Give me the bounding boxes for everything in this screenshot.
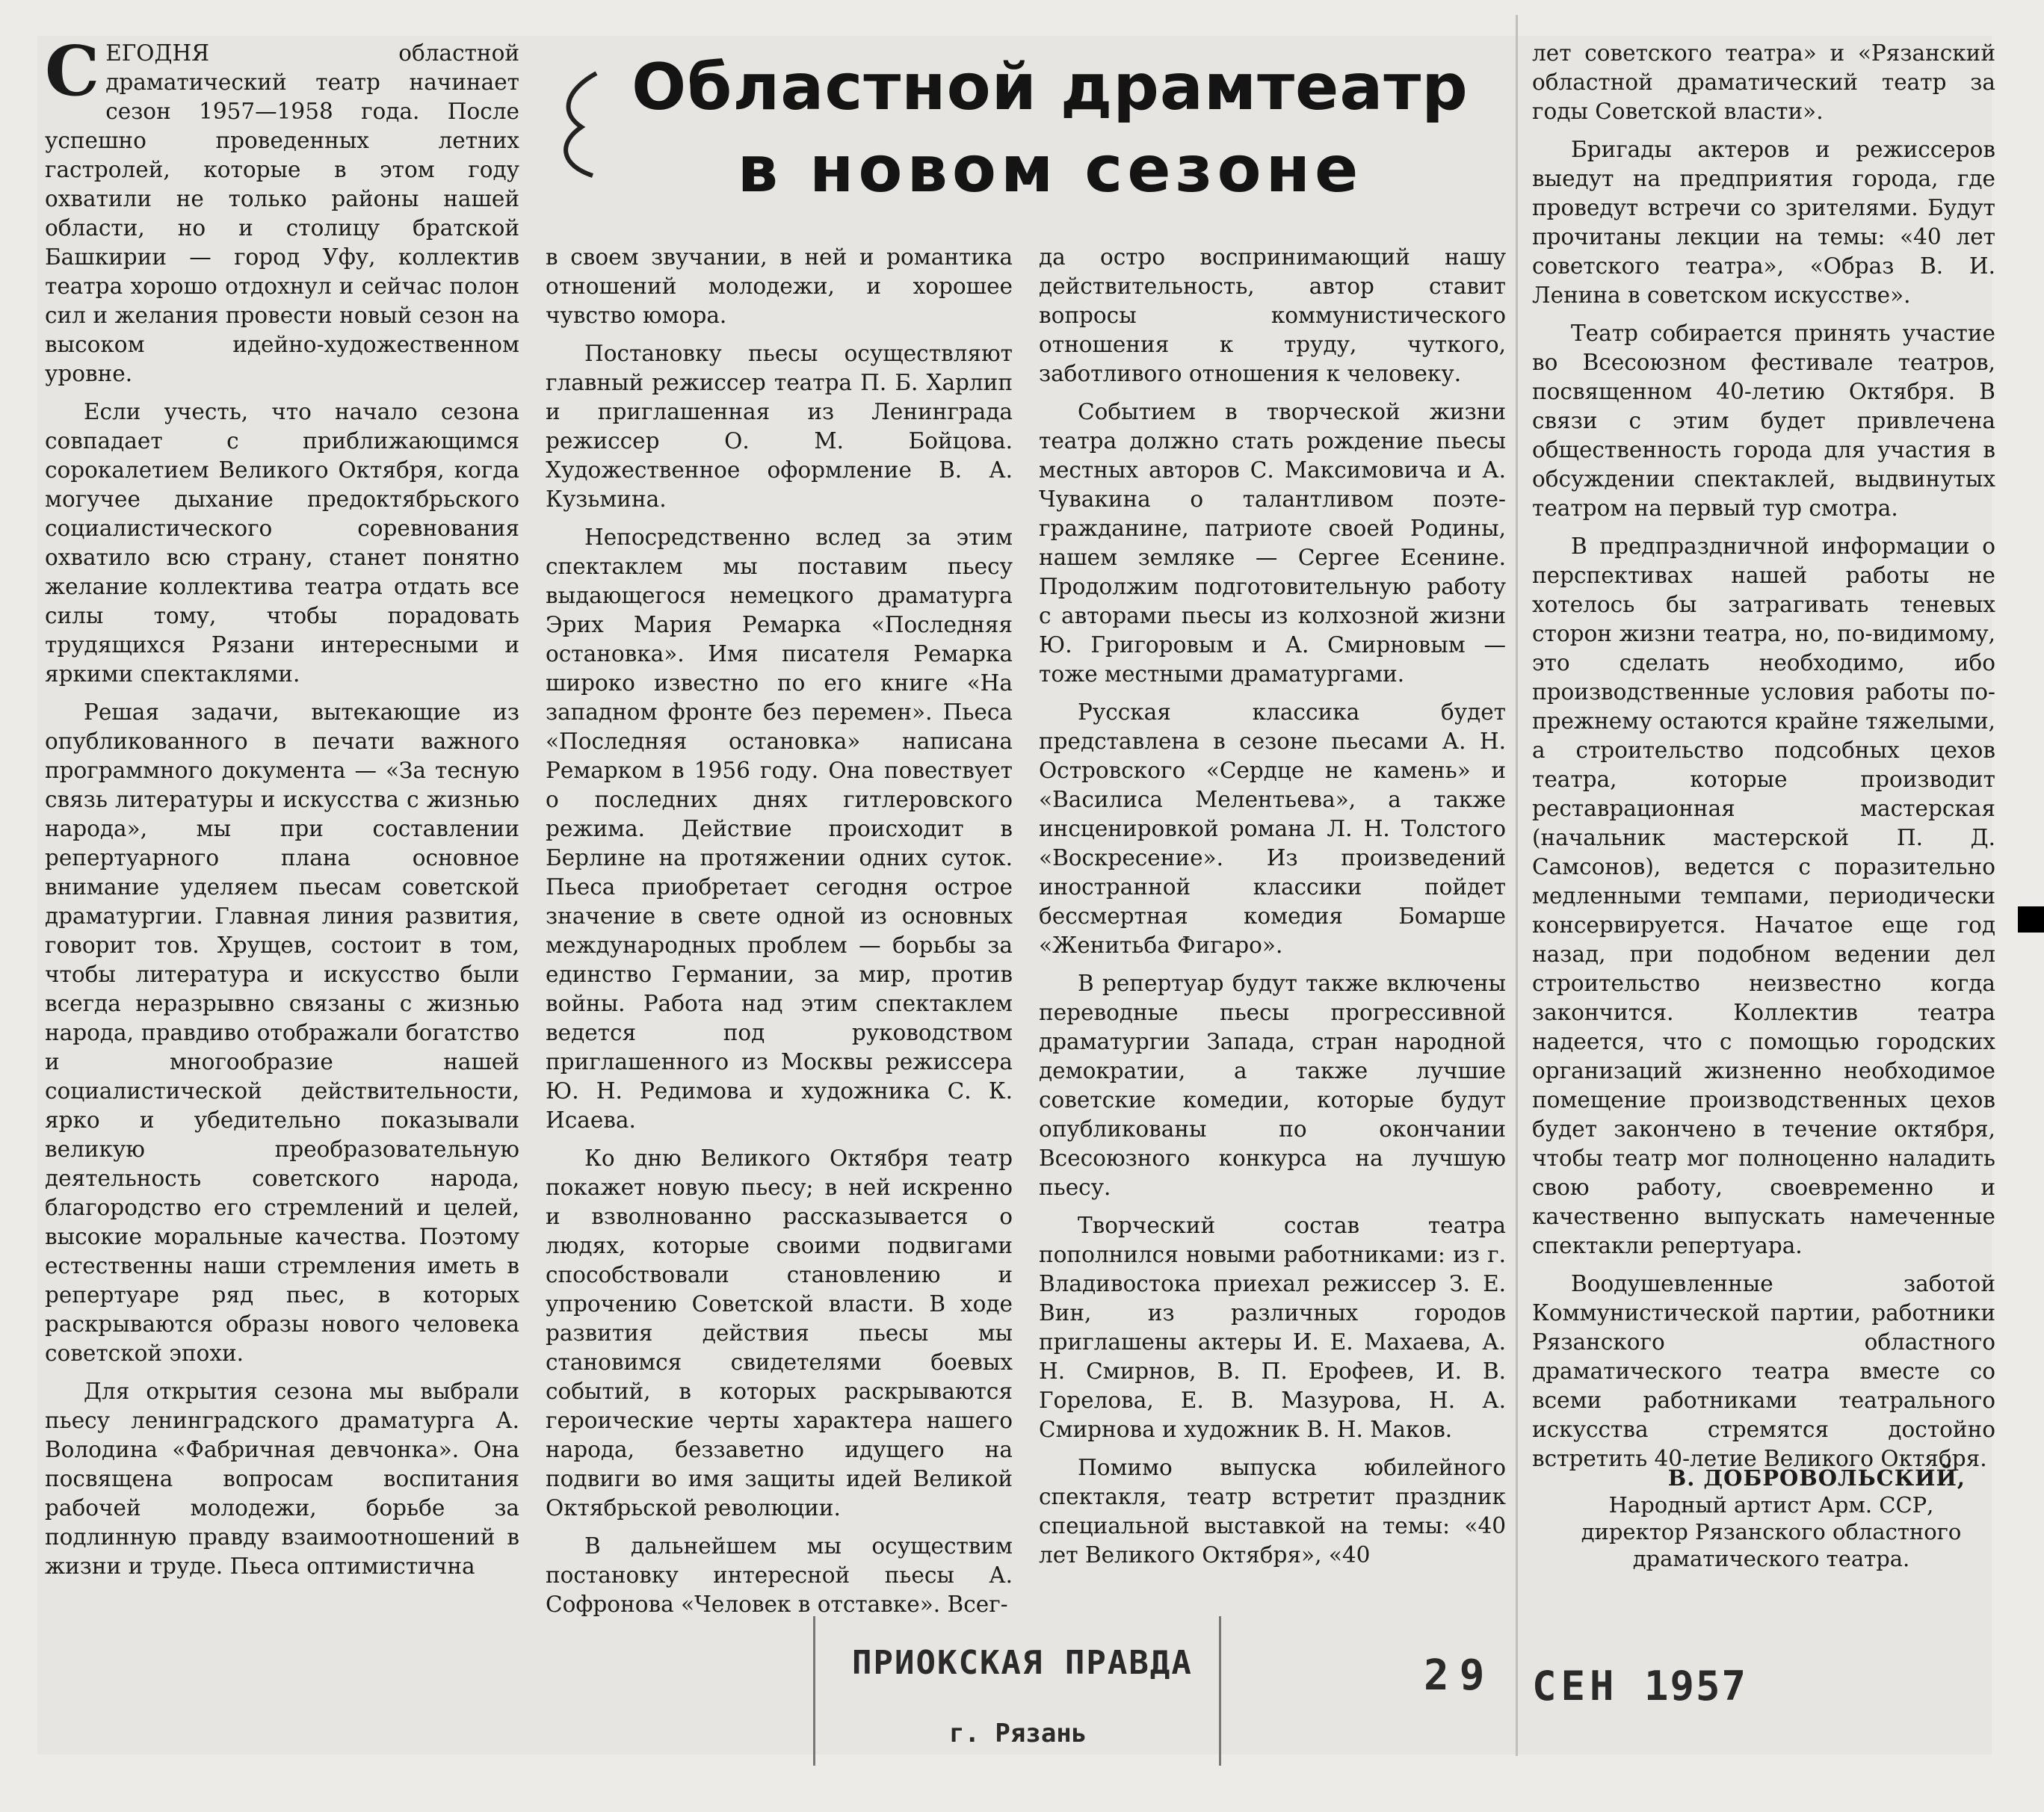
author-name: В. ДОБРОВОЛЬСКИЙ, [1667,1465,1966,1491]
stamp-date-year: 1957 [1644,1663,1748,1710]
paragraph: В репертуар будут также включены переводные пьесы прогрессивной драматургии Запада, стран народной демократии, а также лучшие советские комедии, которые будут опубликованы по окончании Всесоюзного конкурса на лучшую пьесу. [1039,971,1506,1200]
stamp-city: г. Рязань [949,1719,1087,1748]
paragraph: Решая задачи, вытекающие из опубликованного в печати важного программного документа — «За тесную связь литературы и искусства с жизнью народа», мы при составлении репертуарного плана основное внимание уделяем пьесам советской драматургии. Главная линия развития, говорит тов. Хрущев, состоит в том, чтобы литература и искусство были всегда неразрывно связаны с жизнью народа, правдиво отображали богатство и многообразие нашей социалистической действительности, ярко и убедительно показывали великую преобразовательную деятельность советского народа, благородство его стремлений и целей, высокие моральные качества. Поэтому естественны наши стремления иметь в репертуаре ряд пьес, в которых раскрываются образы нового человека советской эпохи. [45,699,519,1366]
paragraph: Событием в творческой жизни театра должно стать рождение пьесы местных авторов С. Максимовича и А. Чувакина о талантливом поэте-гражданине, патриоте своей Родины, нашем земляке — Сергее Есенине. Продолжим подготовительную работу с авторами пьесы из колхозной жизни Ю. Григоровым и А. Смирновым — тоже местными драматургами. [1039,399,1506,687]
article-headline [575,46,1525,211]
paragraph: В предпраздничной информации о перспективах нашей работы не хотелось бы затрагивать теневых сторон жизни театра, но, по-видимому, это сделать необходимо, ибо производственные условия работы по-прежнему остаются крайне тяжелыми, а строительство подсобных цехов театра, которые производит реставрационная мастерская (начальник мастерской П. Д. Самсонов), ведется с поразительно медленными темпами, периодически консервируется. Начатое еще год назад, при подобном ведении дел строительство неизвестно когда закончится. Коллектив театра надеется, что с помощью городских организаций жизненно необходимое помещение производственных цехов будет закончено в течение октября, чтобы театр мог полноценно наладить свою работу, своевременно и качественно выпускать намеченные спектакли репертуара. [1532,534,1995,1258]
paragraph: Непосредственно вслед за этим спектаклем мы поставим пьесу выдающегося немецкого драматурга Эрих Мария Ремарка «Последняя остановка». Имя писателя Ремарка широко известно по его книге «На западном фронте без перемен». Пьеса «Последняя остановка» написана Ремарком в 1956 году. Она повествует о последних днях гитлеровского режима. Действие происходит в Берлине на протяжении одних суток. Пьеса приобретает сегодня острое значение в свете одной из основных международных проблем — борьбы за единство Германии, за мир, против войны. Работа над этим спектаклем ведется под руководством приглашенного из Москвы режиссера Ю. Н. Редимова и художника С. К. Исаева. [546,525,1013,1133]
paragraph: да остро воспринимающий нашу действительность, автор ставит вопросы коммунистического отношения к труду, чуткого, заботливого отношения к человеку. [1039,244,1506,386]
paragraph: Театр собирается принять участие во Всесоюзном фестивале театров, посвященном 40-летию Октября. В связи с этим будет привлечена общественность города для участия в обсуждении спектаклей, выдвинутых театром на первый тур смотра. [1532,321,1995,521]
stamp-newspaper-name: ПРИОКСКАЯ ПРАВДА [852,1644,1193,1682]
article-column-4 [1532,39,1995,1471]
paragraph: Творческий состав театра пополнился новыми работниками: из г. Владивостока приехал режиссер З. Е. Вин, из различных городов приглашены актеры И. Е. Махаева, А. Н. Смирнов, В. П. Ерофеев, И. В. Горелова, Е. В. Мазурова, Н. А. Смирнова и художник В. Н. Маков. [1039,1213,1506,1442]
paragraph: Если учесть, что начало сезона совпадает с приближающимся сорокалетием Великого Октября, когда могучее дыхание предоктябрьского социалистического соревнования охватило всю страну, станет понятно желание коллектива театра отдать все силы тому, чтобы порадовать трудящихся Рязани интересными и яркими спектаклями. [45,399,519,687]
paragraph: лет советского театра» и «Рязанский областной драматический театр за годы Советской власти». [1532,40,1995,124]
headline-line-2: в новом сезоне [737,132,1363,207]
paragraph: Помимо выпуска юбилейного спектакля, театр встретит праздник специальной выставкой на темы: «40 лет Великого Октября», «40 [1039,1455,1506,1568]
paragraph: Бригады актеров и режиссеров выедут на предприятия города, где проведут встречи со зрителями. Будут прочитаны лекции на темы: «40 лет советского театра», «Образ В. И. Ленина в советском искусстве». [1532,137,1995,308]
stamp-date-month: СЕН [1532,1663,1619,1710]
article-column-3 [1039,243,1506,1580]
paragraph: В дальнейшем мы осуществим постановку интересной пьесы А. Софронова «Человек в отставке». Всег- [546,1533,1013,1617]
article-column-2 [546,243,1013,1617]
stamp-date-day: 29 [1424,1651,1495,1700]
article-column-1 [45,31,519,1582]
paragraph: в своем звучании, в ней и романтика отношений молодежи, и хорошее чувство юмора. [546,244,1013,328]
author-title-line-1: Народный артист Арм. ССР, [1608,1492,1934,1518]
author-title-line-2: директор Рязанского областного драматического театра. [1581,1519,1962,1571]
column-divider [1516,15,1518,1756]
paragraph: СЕГОДНЯ областной драматический театр начинает сезон 1957—1958 года. После успешно проведенных летних гастролей, которые в этом году охватили не только районы нашей области, но и столицу братской Башкирии — город Уфу, коллектив театра хорошо отдохнул и сейчас полон сил и желания провести новый сезон на высоком идейно-художественном уровне. [45,31,519,386]
author-signature [1577,1465,1966,1572]
paragraph: Ко дню Великого Октября театр покажет новую пьесу; в ней искренно и взволнованно рассказывается о людях, которые своими подвигами способствовали становлению и упрочению Советской власти. В ходе развития действия пьесы мы становимся свидетелями боевых событий, в которых раскрываются героические черты характера нашего народа, беззаветно идущего на подвиги во имя защиты идей Великой Октябрьской революции. [546,1145,1013,1521]
headline-line-1: Областной драмтеатр [632,50,1469,125]
paragraph: Русская классика будет представлена в сезоне пьесами А. Н. Островского «Сердце не камень» и «Василиса Мелентьева», а также инсценировкой романа Л. Н. Толстого «Воскресение». Из произведений иностранной классики пойдет бессмертная комедия Бомарше «Женитьба Фигаро». [1039,699,1506,958]
paragraph: Воодушевленные заботой Коммунистической партии, работники Рязанского областного драматического театра вместе со всеми работниками театрального искусства стремятся достойно встретить 40-летие Великого Октября. [1532,1271,1995,1471]
paragraph: Для открытия сезона мы выбрали пьесу ленинградского драматурга А. Володина «Фабричная девчонка». Она посвящена вопросам воспитания рабочей молодежи, борьбе за подлинную правду взаимоотношений в жизни и труде. Пьеса оптимистична [45,1379,519,1579]
drop-cap: С [45,31,100,111]
scan-registration-mark [2018,906,2044,933]
paragraph: Постановку пьесы осуществляют главный режиссер театра П. Б. Харлип и приглашенная из Ленинграда режиссер О. М. Бойцова. Художественное оформление В. А. Кузьмина. [546,341,1013,512]
